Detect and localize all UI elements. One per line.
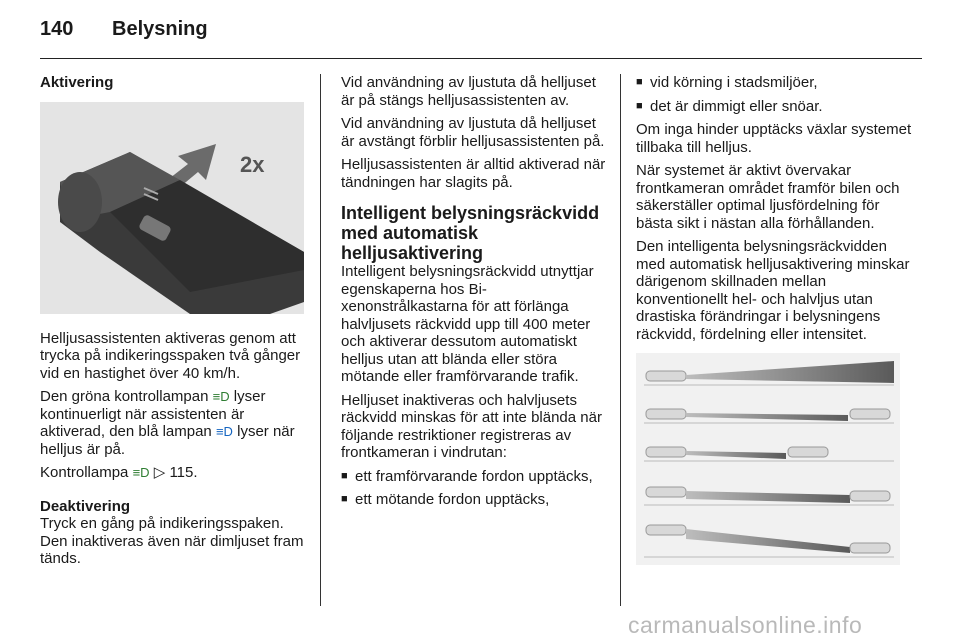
lamp-text-after: lyser kontinuerligt när assistenten är aktiverad, den blå lampan	[40, 388, 266, 440]
beam-row-town	[644, 487, 894, 505]
stalk-illustration	[40, 102, 304, 314]
beam-distribution-illustration	[636, 353, 900, 565]
watermark: carmanualsonline.info	[628, 612, 863, 638]
list-item-text: vid körning i stadsmiljöer,	[650, 74, 818, 91]
page-number: 140	[40, 18, 74, 40]
column-divider-2	[620, 74, 621, 606]
deactivation-paragraph: Tryck en gång på indikeringsspaken. Den inaktiveras även när dimljuset fram tänds.	[40, 515, 304, 567]
summary-paragraph: Den intelligenta belysningsräckvidden med automatisk helljusaktivering minskar därigenom skillnaden mellan konventionellt hel- och halvljus utan drastiska förändringar i belysningens räckvidd, fördelning eller intensitet.	[636, 238, 910, 343]
control-lamp-reference	[40, 464, 308, 482]
lamp-text-end: lyser när helljus är på.	[40, 423, 295, 458]
beam-row-fog	[644, 525, 894, 557]
beam-svg	[636, 353, 900, 565]
beam-row-oncoming	[644, 409, 894, 423]
beam-row-preceding	[644, 447, 894, 461]
column-1	[40, 74, 308, 574]
header-rule	[40, 58, 922, 59]
press-count-label: 2x	[240, 151, 265, 177]
lamp-paragraph	[40, 388, 308, 458]
always-active-paragraph: Helljusassistenten är alltid aktiverad när tändningen har slagits på.	[341, 156, 606, 191]
high-beam-assist-icon: ≡D	[132, 465, 150, 480]
fallback-paragraph: Om inga hinder upptäcks växlar systemet tillbaka till helljus.	[636, 121, 912, 156]
flash-on-paragraph: Vid användning av ljustuta då helljuset är på stängs helljusassistenten av.	[341, 74, 596, 109]
intelligent-range-paragraph: Intelligent belysningsräckvidd utnyttjar egenskaperna hos Bi-xenonstrålkastarna för att förlänga halvljusets räckvidd upp till 400 meter och aktiverar dessutom automatiskt helljus utan att blända eller störa mötande eller framförvarande trafik.	[341, 263, 594, 385]
list-item	[636, 98, 912, 116]
beam-row-full	[644, 361, 894, 385]
restrictions-paragraph: Helljuset inaktiveras och halvljusets räckvidd minskas för att inte blända när följande restriktioner registreras av frontkameran i vindrutan:	[341, 391, 602, 461]
list-item-text: det är dimmigt eller snöar.	[650, 97, 823, 115]
monitoring-paragraph: När systemet är aktivt övervakar frontkameran området framför bilen och säkerställer optimal ljusfördelning för bästa sikt i nästan alla förhållanden.	[636, 162, 900, 232]
high-beam-assist-icon: ≡D	[212, 389, 230, 404]
high-beam-icon: ≡D	[215, 424, 233, 439]
flash-off-paragraph: Vid användning av ljustuta då helljuset är avstängt förblir helljusassistenten på.	[341, 115, 605, 150]
bullet-icon: ■	[341, 469, 348, 482]
section-heading: Intelligent belysningsräckvidd med automatisk helljusaktivering	[341, 203, 600, 263]
control-lamp-text: Kontrollampa	[40, 464, 129, 481]
heading-deactivation: Deaktivering	[40, 497, 131, 515]
column-divider-1	[320, 74, 321, 606]
bullet-icon: ■	[636, 76, 643, 88]
list-item	[341, 468, 609, 486]
page-title: Belysning	[112, 18, 208, 40]
list-item-text: ett mötande fordon upptäcks,	[355, 491, 550, 508]
bullet-icon: ■	[341, 493, 348, 505]
control-lamp-page: 115.	[169, 464, 198, 481]
list-item-text: ett framförvarande fordon upptäcks,	[355, 467, 593, 485]
page-reference-icon: ▷	[153, 464, 166, 481]
stalk-svg	[40, 102, 304, 314]
column-3	[636, 74, 912, 565]
list-item	[636, 74, 912, 92]
column-2	[341, 74, 609, 515]
activation-paragraph: Helljusassistenten aktiveras genom att trycka på indikeringsspaken två gånger vid en hastighet över 40 km/h.	[40, 329, 301, 382]
list-item	[341, 491, 609, 509]
heading-activation: Aktivering	[40, 74, 114, 91]
lamp-text-before: Den gröna kontrollampan	[40, 388, 209, 405]
bullet-icon: ■	[636, 99, 643, 112]
